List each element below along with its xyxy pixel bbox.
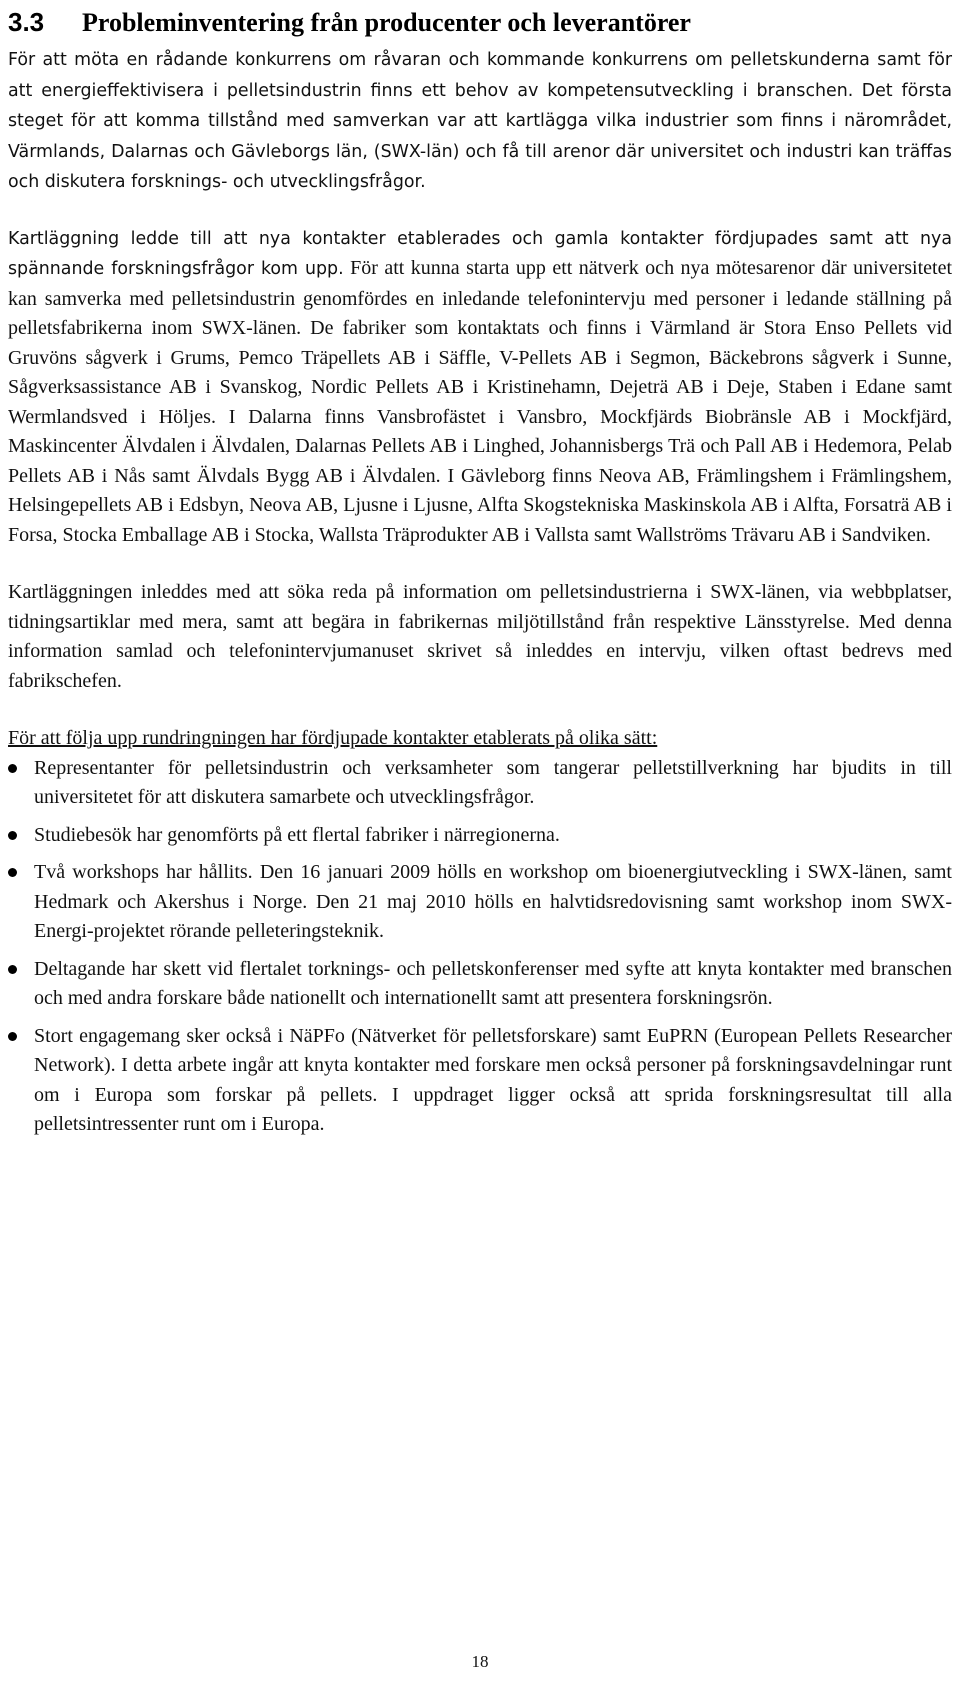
bullet-list-heading: För att följa upp rundringningen har fördjupade kontakter etablerats på olika sätt: [8, 727, 658, 749]
paragraph-3: Kartläggningen inleddes med att söka reda på information om pelletsindustrierna i SWX-länen, via webbplatser, tidningsartiklar med mera, samt att begära in fabrikernas miljötillstånd från respektive Länsstyrelse. Med denna information samlad och telefonintervjumanuset skrivet så inleddes en intervju, vilken oftast bedrevs med fabrikschefen. [8, 581, 952, 692]
bullet-text: Stort engagemang sker också i NäPFo (Nätverket för pelletsforskare) samt EuPRN (European Pellets Researcher Network). I detta arbete ingår att knyta kontakter med forskare men också personer på forskningsavdelningar runt om i Europa som forskar på pellets. I uppdraget ligger också att sprida forskningsresultat till alla pelletsintressenter runt om i Europa. [34, 1024, 952, 1135]
paragraph-2 [8, 224, 952, 551]
bullet-item [8, 754, 952, 813]
bullet-item [8, 821, 952, 851]
section-number: 3.3 [8, 7, 45, 37]
bullet-item [8, 858, 952, 947]
bullet-icon [8, 1032, 17, 1041]
paragraph-2-intro: Kartläggning ledde till att nya kontakter etablerades och gamla kontakter fördjupades samt att nya spännande forskningsfrågor kom upp. [8, 228, 952, 279]
bullet-text: Två workshops har hållits. Den 16 januari 2009 hölls en workshop om bioenergiutveckling i SWX-länen, samt Hedmark och Akershus i Norge. Den 21 maj 2010 hölls en halvtidsredovisning samt workshop inom SWX-Energi-projektet rörande pelleteringsteknik. [34, 861, 952, 942]
bullet-icon [8, 831, 17, 840]
bullet-icon [8, 868, 17, 877]
bullet-item [8, 955, 952, 1014]
section-heading [8, 6, 952, 39]
bullet-text: Deltagande har skett vid flertalet torknings- och pelletskonferenser med syfte att knyta kontakter med branschen och med andra forskare både nationellt och internationellt samt att presentera forskningsrön. [34, 957, 952, 1009]
bullet-icon [8, 764, 17, 773]
bullet-icon [8, 965, 17, 974]
paragraph-2-main: För att kunna starta upp ett nätverk och nya mötesarenor där universitetet kan samverka med pelletsindustrin genomfördes en inledande telefonintervju med personer i ledande ställning på pelletsfabrikerna inom SWX-länen. De fabriker som kontaktats och finns i Värmland är Stora Enso Pellets vid Gruvöns sågverk i Grums, Pemco Träpellets AB i Säffle, V-Pellets AB i Segmon, Bäckebrons sågverk i Sunne, Sågverksassistance AB i Svanskog, Nordic Pellets AB i Kristinehamn, Dejeträ AB i Deje, Staben i Edane samt Wermlandsved i Höljes. I Dalarna finns Vansbrofästet i Vansbro, Mockfjärds Biobränsle AB i Mockfjärd, Maskincenter Älvdalen i Älvdalen, Dalarnas Pellets AB i Linghed, Johannisbergs Trä och Pall AB i Hedemora, Pelab Pellets AB i Nås samt Älvdals Bygg AB i Älvdalen. I Gävleborg finns Neova AB, Främlingshem i Främlingshem, Helsingepellets AB i Edsbyn, Neova AB, Ljusne i Ljusne, Alfta Skogstekniska Maskinskola AB i Alfta, Forsaträ AB i Forsa, Stocka Emballage AB i Stocka, Wallsta Träprodukter AB i Vallsta samt Wallströms Trävaru AB i Sandviken. [8, 257, 953, 546]
bullet-item [8, 1022, 952, 1140]
paragraph-1-intro: För att möta en rådande konkurrens om råvaran och kommande konkurrens om pelletskunderna samt för att energieffektivisera i pelletsindustrin finns ett behov av kompetensutveckling i branschen. [8, 50, 952, 101]
page-number: 18 [471, 1652, 489, 1671]
bullet-list [8, 754, 952, 1140]
paragraph-1-main: Det första steget för att komma tillstånd med samverkan var att kartlägga vilka industrier som finns i närområdet, Värmlands, Dalarnas och Gävleborgs län, (SWX-län) och få till arenor där universitet och industri kan träffas och diskutera forsknings- och utvecklingsfrågor. [8, 80, 953, 192]
bullet-text: Representanter för pelletsindustrin och verksamheter som tangerar pelletstillverkning har bjudits in till universitetet för att diskutera samarbete och utvecklingsfrågor. [34, 756, 952, 808]
paragraph-1 [8, 45, 952, 198]
bullet-text: Studiebesök har genomförts på ett flertal fabriker i närregionerna. [34, 823, 560, 846]
section-title: Probleminventering från producenter och leverantörer [82, 8, 691, 37]
